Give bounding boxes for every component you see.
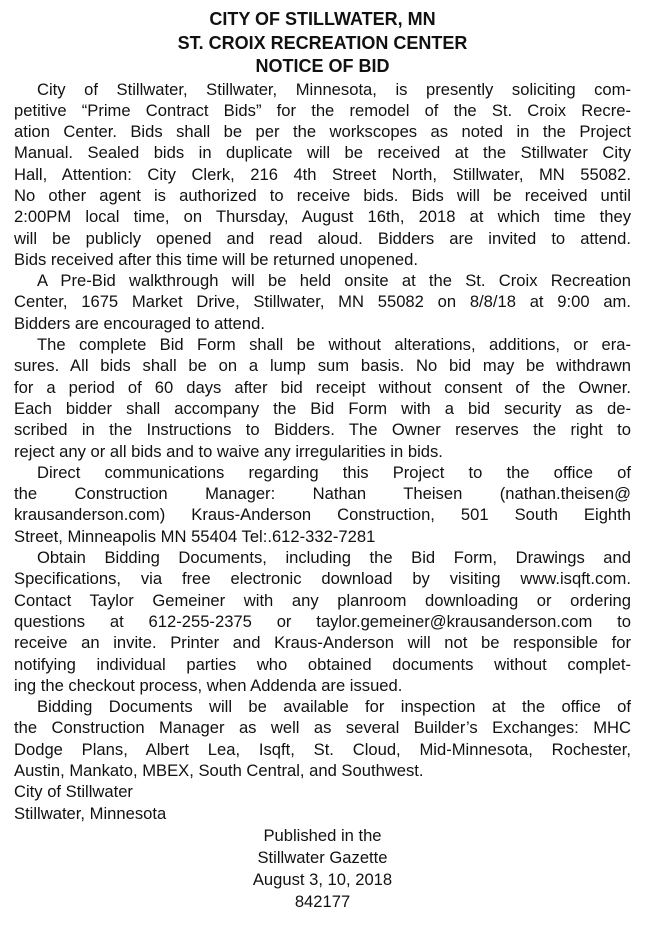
text-line: Dodge Plans, Albert Lea, Isqft, St. Cloud, Mid-Minnesota, Rochester, (14, 739, 631, 759)
text-line: Manual. Sealed bids in duplicate will be received at the Stillwater City (14, 143, 631, 163)
signature-block (14, 781, 631, 824)
footer-line: Stillwater Gazette (257, 847, 388, 867)
paragraph (14, 696, 631, 781)
paragraph (14, 79, 631, 271)
text-line: scribed in the Instructions to Bidders. The Owner reserves the right to (14, 420, 631, 440)
paragraph (14, 270, 631, 334)
publication-info (14, 825, 631, 913)
text-line: Obtain Bidding Documents, including the Bid Form, Drawings and (37, 548, 631, 568)
text-line: receive an invite. Printer and Kraus-Anderson will not be responsible for (14, 633, 631, 653)
text-line: Bidders are encouraged to attend. (14, 313, 265, 333)
signature-line: City of Stillwater (14, 782, 133, 802)
text-line: City of Stillwater, Stillwater, Minnesota, is presently soliciting com- (37, 79, 631, 99)
text-line: ing the checkout process, when Addenda are issued. (14, 675, 403, 695)
text-line: Contact Taylor Gemeiner with any planroom downloading or ordering (14, 590, 631, 610)
notice-title (14, 8, 631, 79)
text-line: Bidding Documents will be available for inspection at the office of (37, 697, 631, 717)
title-line: ST. CROIX RECREATION CENTER (177, 32, 468, 53)
text-line: ation Center. Bids shall be per the workscopes as noted in the Project (14, 122, 631, 142)
text-line: sures. All bids shall be on a lump sum basis. No bid may be withdrawn (14, 356, 631, 376)
text-line: the Construction Manager as well as several Builder’s Exchanges: MHC (14, 718, 631, 738)
text-line: The complete Bid Form shall be without alterations, additions, or era- (37, 335, 631, 355)
text-line: petitive “Prime Contract Bids” for the remodel of the St. Croix Recre- (14, 100, 631, 120)
text-line: Bids received after this time will be returned unopened. (14, 249, 419, 269)
text-line: Center, 1675 Market Drive, Stillwater, MN 55082 on 8/8/18 at 9:00 am. (14, 292, 631, 312)
paragraph (14, 547, 631, 696)
footer-line: August 3, 10, 2018 (252, 869, 393, 889)
text-line: Each bidder shall accompany the Bid Form with a bid security as de- (14, 398, 631, 418)
text-line: Austin, Mankato, MBEX, South Central, and Southwest. (14, 761, 424, 780)
text-line: krausanderson.com) Kraus-Anderson Construction, 501 South Eighth (14, 505, 631, 525)
text-line: questions at 612-255-2375 or taylor.gemeiner@krausanderson.com to (14, 611, 631, 631)
text-line: Specifications, via free electronic download by visiting www.isqft.com. (14, 569, 631, 589)
title-line: CITY OF STILLWATER, MN (209, 9, 436, 29)
text-line: Hall, Attention: City Clerk, 216 4th Street North, Stillwater, MN 55082. (14, 164, 631, 184)
paragraph (14, 334, 631, 462)
text-line: reject any or all bids and to waive any irregularities in bids. (14, 441, 443, 461)
text-line: 2:00PM local time, on Thursday, August 16th, 2018 at which time they (14, 207, 631, 227)
title-line: NOTICE OF BID (255, 56, 390, 76)
text-line: Direct communications regarding this Project to the office of (37, 462, 631, 482)
footer-line: Published in the (263, 825, 382, 845)
paragraph (14, 462, 631, 547)
text-line: notifying individual parties who obtained documents without complet- (14, 654, 631, 674)
text-line: Street, Minneapolis MN 55404 Tel:.612-332-7281 (14, 526, 376, 546)
signature-line: Stillwater, Minnesota (14, 803, 167, 823)
text-line: No other agent is authorized to receive bids. Bids will be received until (14, 185, 631, 205)
text-line: the Construction Manager: Nathan Theisen (nathan.theisen@ (14, 484, 631, 504)
notice-body (14, 79, 631, 782)
text-line: A Pre-Bid walkthrough will be held onsite at the St. Croix Recreation (37, 271, 631, 291)
ad-number: 842177 (294, 891, 351, 911)
text-line: for a period of 60 days after bid receipt without consent of the Owner. (14, 377, 631, 397)
text-line: will be publicly opened and read aloud. Bidders are invited to attend. (14, 228, 631, 248)
